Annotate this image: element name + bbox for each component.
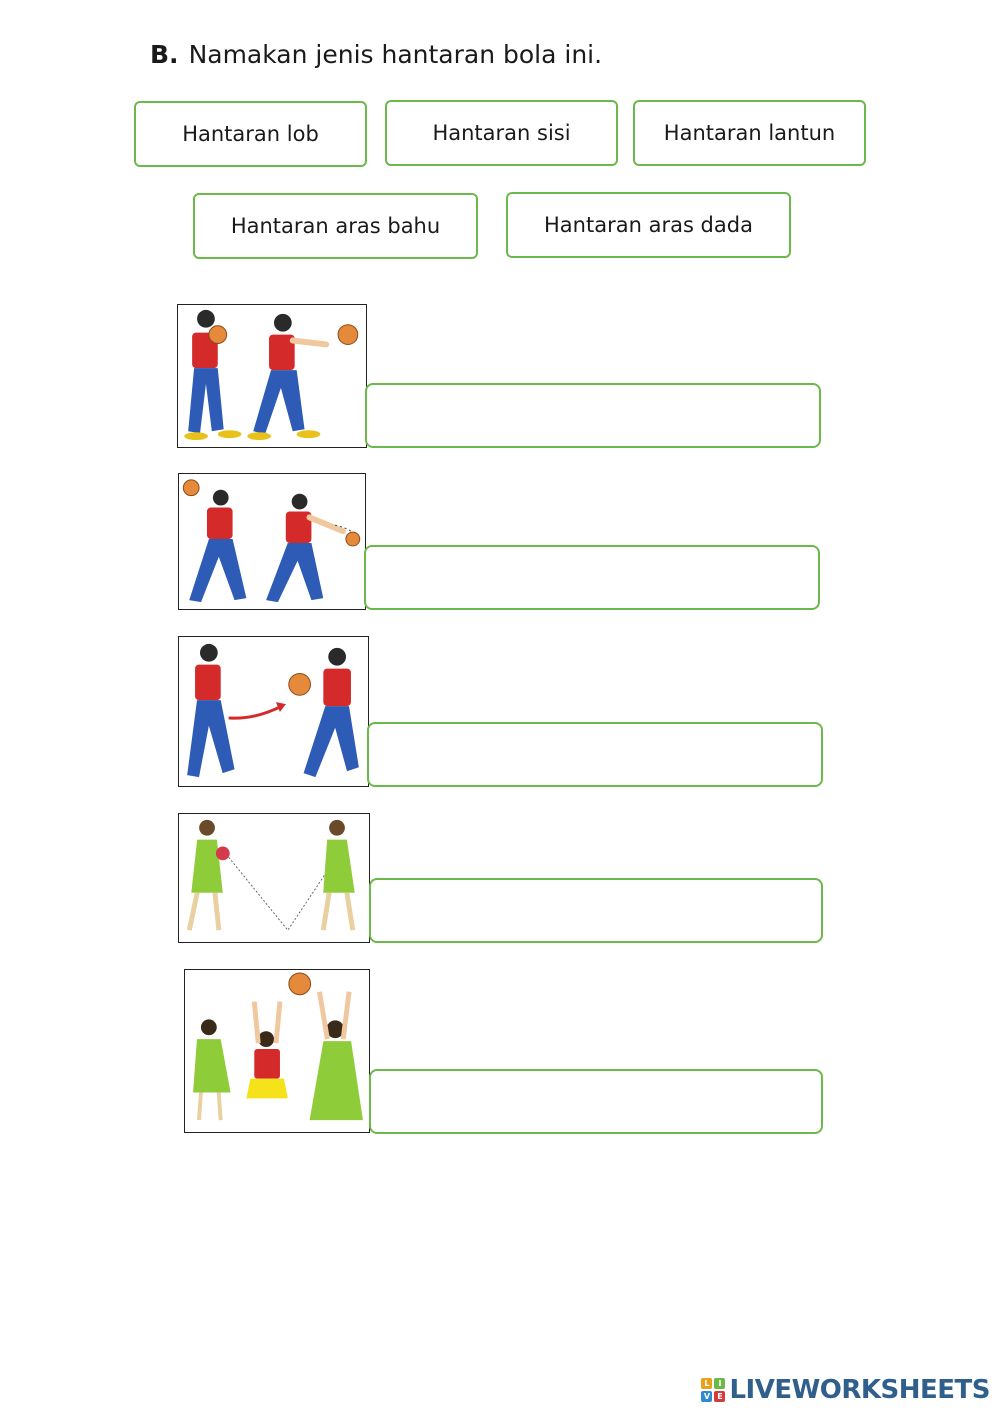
question-title — [150, 40, 602, 69]
illustration-pass-3 — [178, 636, 369, 787]
illustration-pass-4 — [178, 813, 370, 943]
illustration-pass-2 — [178, 473, 366, 610]
illustration-pass-1 — [177, 304, 367, 448]
answer-field-4[interactable] — [369, 878, 823, 943]
logo-blocks-icon: L I V E — [701, 1378, 725, 1402]
answer-field-5[interactable] — [369, 1069, 823, 1134]
option-chip-sisi[interactable]: Hantaran sisi — [385, 100, 618, 166]
option-chip-lob[interactable]: Hantaran lob — [134, 101, 367, 167]
brand-name: LIVEWORKSHEETS — [729, 1375, 990, 1405]
illustration-pass-5 — [184, 969, 370, 1133]
option-chip-aras-dada[interactable]: Hantaran aras dada — [506, 192, 791, 258]
answer-field-1[interactable] — [365, 383, 821, 448]
answer-field-2[interactable] — [364, 545, 820, 610]
option-chip-aras-bahu[interactable]: Hantaran aras bahu — [193, 193, 478, 259]
question-text: Namakan jenis hantaran bola ini. — [188, 40, 603, 69]
question-letter: B. — [150, 40, 179, 69]
option-chip-lantun[interactable]: Hantaran lantun — [633, 100, 866, 166]
liveworksheets-logo — [701, 1375, 990, 1405]
answer-field-3[interactable] — [367, 722, 823, 787]
